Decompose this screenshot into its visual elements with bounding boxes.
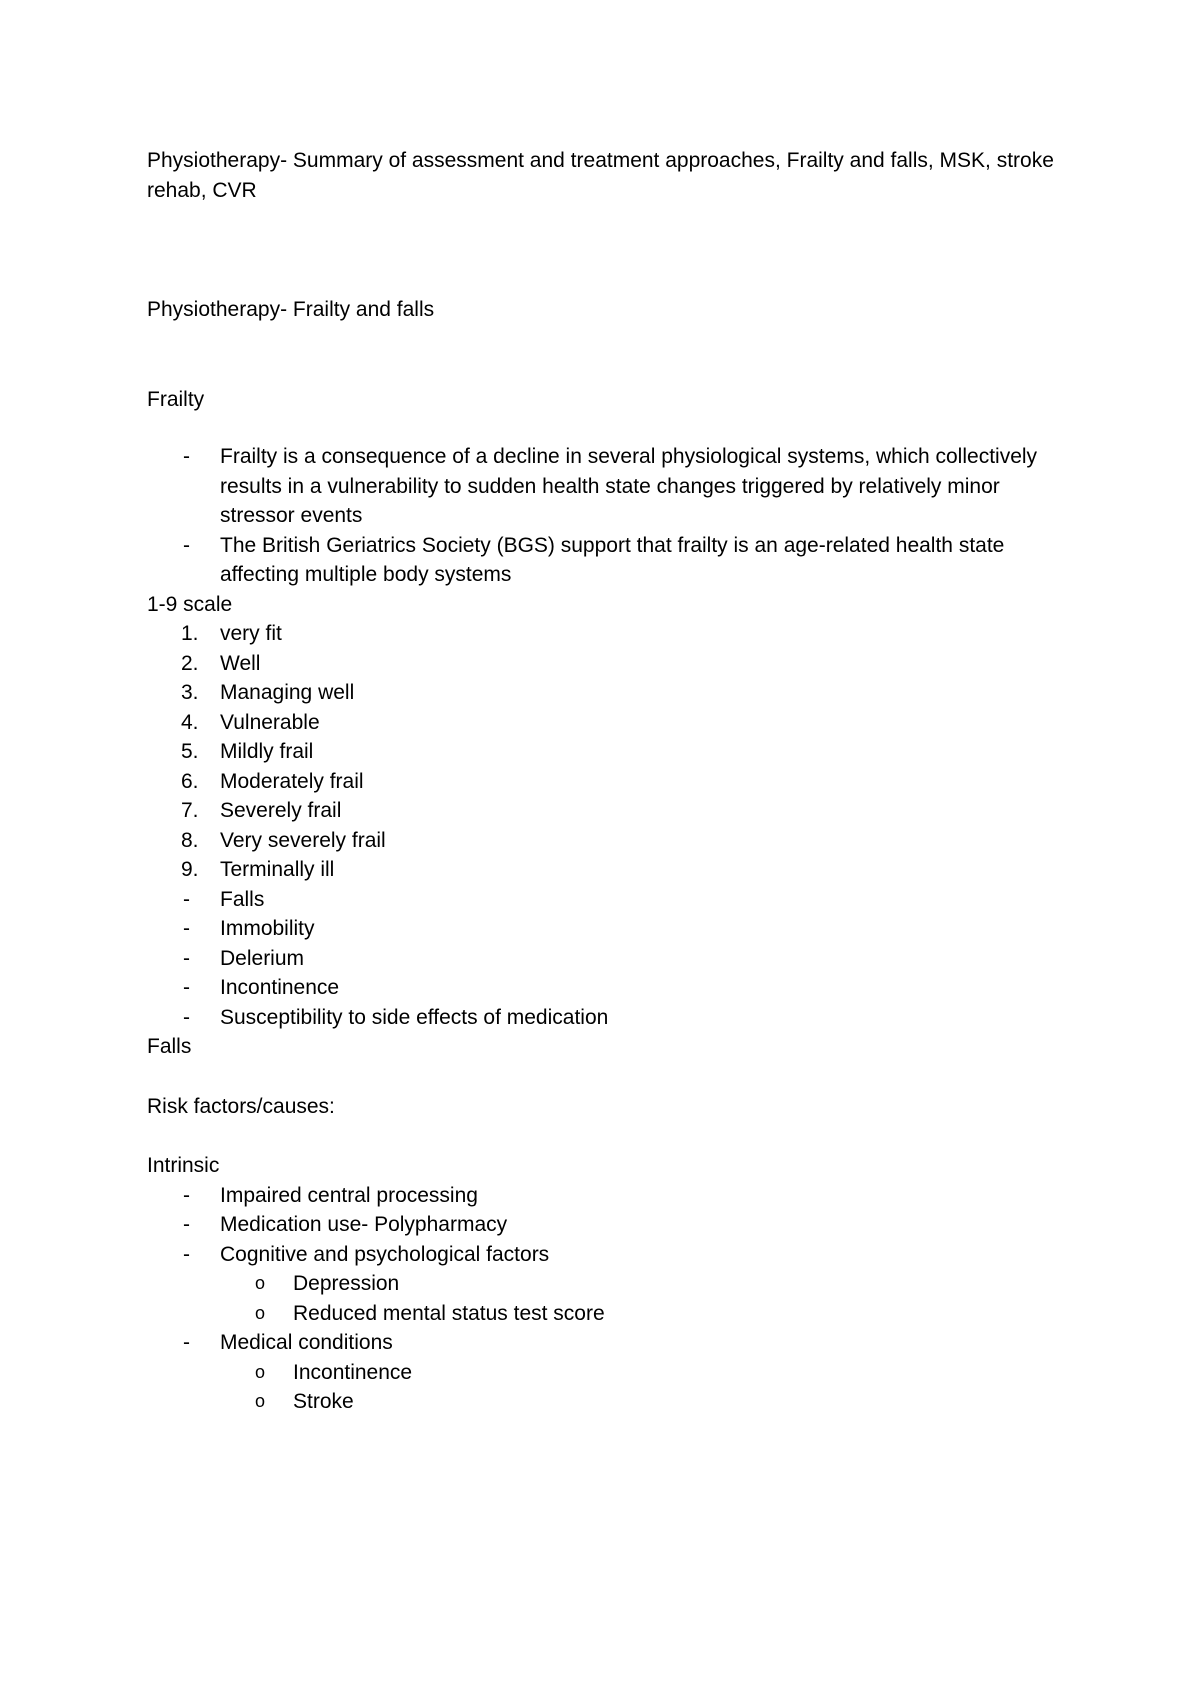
list-item-text: Incontinence xyxy=(220,976,340,999)
dash-bullet: - xyxy=(183,887,190,911)
list-item-text: Delerium xyxy=(220,946,305,970)
list-number: 8. xyxy=(181,828,199,852)
list-item-text: very fit xyxy=(220,622,282,645)
list-item-text: Medication use- Polypharmacy xyxy=(220,1213,508,1236)
list-number: 6. xyxy=(181,769,199,793)
list-number: 3. xyxy=(181,681,199,704)
list-item xyxy=(147,796,1067,826)
list-item-text: Terminally ill xyxy=(220,858,335,881)
frailty-complications-list xyxy=(147,885,1067,1033)
list-item xyxy=(147,708,1067,738)
list-number: 4. xyxy=(181,710,199,734)
list-item xyxy=(147,826,1067,856)
medical-subfactors-list xyxy=(147,1358,1067,1417)
falls-heading: Falls xyxy=(147,1035,192,1058)
list-item-text: Vulnerable xyxy=(220,710,320,734)
cognitive-subfactors-list xyxy=(147,1269,1067,1328)
list-item-text: Incontinence xyxy=(293,1360,413,1384)
dash-bullet: - xyxy=(183,445,190,468)
list-item xyxy=(147,855,1067,885)
list-item-text: Reduced mental status test score xyxy=(293,1301,605,1325)
dash-bullet: - xyxy=(183,533,190,557)
list-item-text: Falls xyxy=(220,887,265,911)
list-item xyxy=(147,1328,1067,1358)
list-number: 1. xyxy=(181,622,199,645)
dash-bullet: - xyxy=(183,1331,190,1354)
list-item xyxy=(147,1240,1067,1270)
list-item-text: Cognitive and psychological factors xyxy=(220,1242,550,1266)
list-item xyxy=(147,1003,1067,1033)
list-item xyxy=(147,1299,1067,1329)
list-item-text: Moderately frail xyxy=(220,769,364,793)
list-item xyxy=(147,442,1067,531)
list-item-text: Very severely frail xyxy=(220,828,386,852)
list-number: 7. xyxy=(181,799,199,822)
list-item-text: The British Geriatrics Society (BGS) support that frailty is an age-related health state affecting multiple body systems xyxy=(220,533,1005,586)
list-item xyxy=(147,531,1067,590)
risk-factors-heading: Risk factors/causes: xyxy=(147,1094,335,1118)
list-item xyxy=(147,619,1067,649)
dash-bullet: - xyxy=(183,946,190,970)
list-item-text: Mildly frail xyxy=(220,740,314,763)
list-item xyxy=(147,914,1067,944)
list-item xyxy=(147,1269,1067,1299)
frailty-definition-list xyxy=(147,442,1067,590)
list-item xyxy=(147,973,1067,1003)
list-item xyxy=(147,678,1067,708)
list-number: 5. xyxy=(181,740,199,763)
circle-bullet: o xyxy=(255,1273,266,1293)
list-item xyxy=(147,767,1067,797)
list-item-text: Stroke xyxy=(293,1390,354,1413)
list-item-text: Severely frail xyxy=(220,799,342,822)
list-item-text: Medical conditions xyxy=(220,1331,393,1354)
circle-bullet: o xyxy=(255,1302,266,1323)
list-item-text: Depression xyxy=(293,1272,400,1295)
circle-bullet: o xyxy=(255,1391,266,1411)
list-item-text: Well xyxy=(220,651,261,675)
dash-bullet: - xyxy=(183,1005,190,1029)
list-item xyxy=(147,649,1067,679)
list-item xyxy=(147,885,1067,915)
list-item xyxy=(147,1387,1067,1417)
dash-bullet: - xyxy=(183,976,190,999)
list-item-text: Impaired central processing xyxy=(220,1183,478,1207)
list-item xyxy=(147,944,1067,974)
list-item-text: Immobility xyxy=(220,917,315,940)
list-item xyxy=(147,1181,1067,1211)
list-item-text: Susceptibility to side effects of medication xyxy=(220,1005,609,1029)
dash-bullet: - xyxy=(183,1213,190,1236)
scale-heading: 1-9 scale xyxy=(147,592,233,616)
circle-bullet: o xyxy=(255,1361,266,1382)
document-body xyxy=(147,146,1067,1417)
list-item-text: Frailty is a consequence of a decline in several physiological systems, which collectively results in a vulnerability to sudden health state changes triggered by relatively minor stressor events xyxy=(220,445,1038,527)
list-item xyxy=(147,737,1067,767)
dash-bullet: - xyxy=(183,1183,190,1207)
intrinsic-factors-list-continued xyxy=(147,1328,1067,1358)
intrinsic-factors-list xyxy=(147,1181,1067,1270)
list-item-text: Managing well xyxy=(220,681,355,704)
dash-bullet: - xyxy=(183,917,190,940)
intrinsic-heading: Intrinsic xyxy=(147,1154,220,1177)
dash-bullet: - xyxy=(183,1242,190,1266)
list-number: 9. xyxy=(181,858,199,881)
list-item xyxy=(147,1210,1067,1240)
list-item xyxy=(147,1358,1067,1388)
frailty-scale-list xyxy=(147,619,1067,885)
frailty-heading: Frailty xyxy=(147,387,205,411)
document-title: Physiotherapy- Summary of assessment and treatment approaches, Frailty and falls, MSK, stroke rehab, CVR xyxy=(147,149,1054,202)
section-title: Physiotherapy- Frailty and falls xyxy=(147,298,435,321)
list-number: 2. xyxy=(181,651,199,675)
